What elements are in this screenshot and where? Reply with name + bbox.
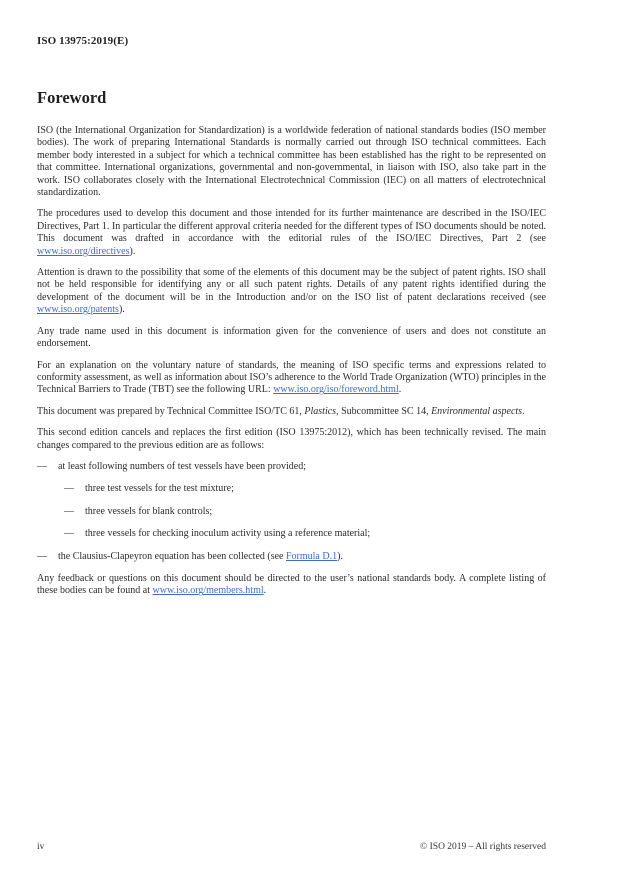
paragraph-text: . [263,585,267,597]
list-item-text: three vessels for blank controls; [85,505,213,517]
paragraph-text: . [522,405,525,417]
list-item [37,551,546,563]
list-item [37,461,546,473]
list-dash: — [64,483,74,495]
committee-name-plastics: Plastics [304,405,337,417]
paragraph-text: . [398,384,402,396]
changes-list [37,461,546,563]
paragraph-procedures [37,208,546,258]
list-dash: — [64,505,74,517]
list-item-text-post: ). [337,550,343,562]
paragraph-text: Attention is drawn to the possibility that some of the elements of this document may be the subject of patent rights. ISO shall not be held responsible for identifying any or all such patent rights. Details of any patent rights identified during the development of the document will be in the Introduction and/or on the ISO list of patent declarations received (see [37,267,546,303]
list-item-text: three vessels for checking inoculum activity using a reference material; [85,528,371,540]
list-item-text-pre: the Clausius-Clapeyron equation has been collected (see [58,550,286,562]
paragraph-second-edition: This second edition cancels and replaces the first edition (ISO 13975:2012), which has been technically revised. The main changes compared to the previous edition are as follows: [37,427,546,451]
link-iso-foreword[interactable]: www.iso.org/iso/foreword.html [273,384,399,396]
link-formula-d1[interactable]: Formula D.1 [285,550,338,562]
list-item-text [58,551,546,563]
paragraph-text: ). [118,304,125,316]
link-iso-patents[interactable]: www.iso.org/patents [37,304,119,316]
list-dash: — [64,528,74,540]
paragraph-text: The procedures used to develop this document and those intended for its further maintenance are described in the ISO/IEC Directives, Part 1. In particular the different approval criteria needed for the different types of ISO documents should be noted. This document was drafted in accordance with the editorial rules of the ISO/IEC Directives, Part 2 (see [37,208,546,245]
list-item-text: three test vessels for the test mixture; [85,483,234,495]
paragraph-iso-federation: ISO (the International Organization for Standardization) is a worldwide federation of national standards bodies (ISO member bodies). The work of preparing International Standards is normally carried out through ISO technical committees. Each member body interested in a subject for which a technical committee has been established has the right to be represented on that committee. International organizations, governmental and non-governmental, in liaison with ISO, also take part in the work. ISO collaborates closely with the International Electrotechnical Commission (IEC) on all matters of electrotechnical standardization. [37,125,546,199]
page-title: Foreword [37,88,107,107]
paragraph-patent-rights [37,267,546,317]
list-dash: — [37,550,47,562]
page-footer [37,842,546,852]
page-number: iv [37,842,45,852]
paragraph-trade-name: Any trade name used in this document is information given for the convenience of users and does not constitute an endorsement. [37,325,546,350]
copyright-notice: © ISO 2019 – All rights reserved [420,842,546,852]
list-item-text: at least following numbers of test vessels have been provided; [58,460,306,472]
paragraph-wto [37,360,546,397]
paragraph-text: Any feedback or questions on this document should be directed to the user’s national standards body. A complete listing of these bodies can be found at [37,572,546,597]
paragraph-text: This document was prepared by Technical Committee ISO/TC 61, [37,405,305,417]
paragraph-text: ). [129,245,136,257]
paragraph-text: , Subcommittee SC 14, [336,405,432,417]
list-item [64,483,546,495]
list-dash: — [37,460,47,472]
paragraph-text: For an explanation on the voluntary nature of standards, the meaning of ISO specific terms and expressions related to conformity assessment, as well as information about ISO’s adherence to the World Trade Organization (WTO) principles in the Technical Barriers to Trade (TBT) see the following URL: [37,359,546,396]
paragraph-committee [37,406,546,418]
foreword-body [37,125,546,598]
paragraph-feedback [37,573,546,598]
list-item [64,506,546,518]
doc-reference: ISO 13975:2019(E) [37,35,129,47]
link-iso-directives[interactable]: www.iso.org/directives [37,245,130,257]
link-iso-members[interactable]: www.iso.org/members.html [152,585,264,597]
subcommittee-name-environmental: Environmental aspects [431,405,523,417]
list-item [64,528,546,540]
